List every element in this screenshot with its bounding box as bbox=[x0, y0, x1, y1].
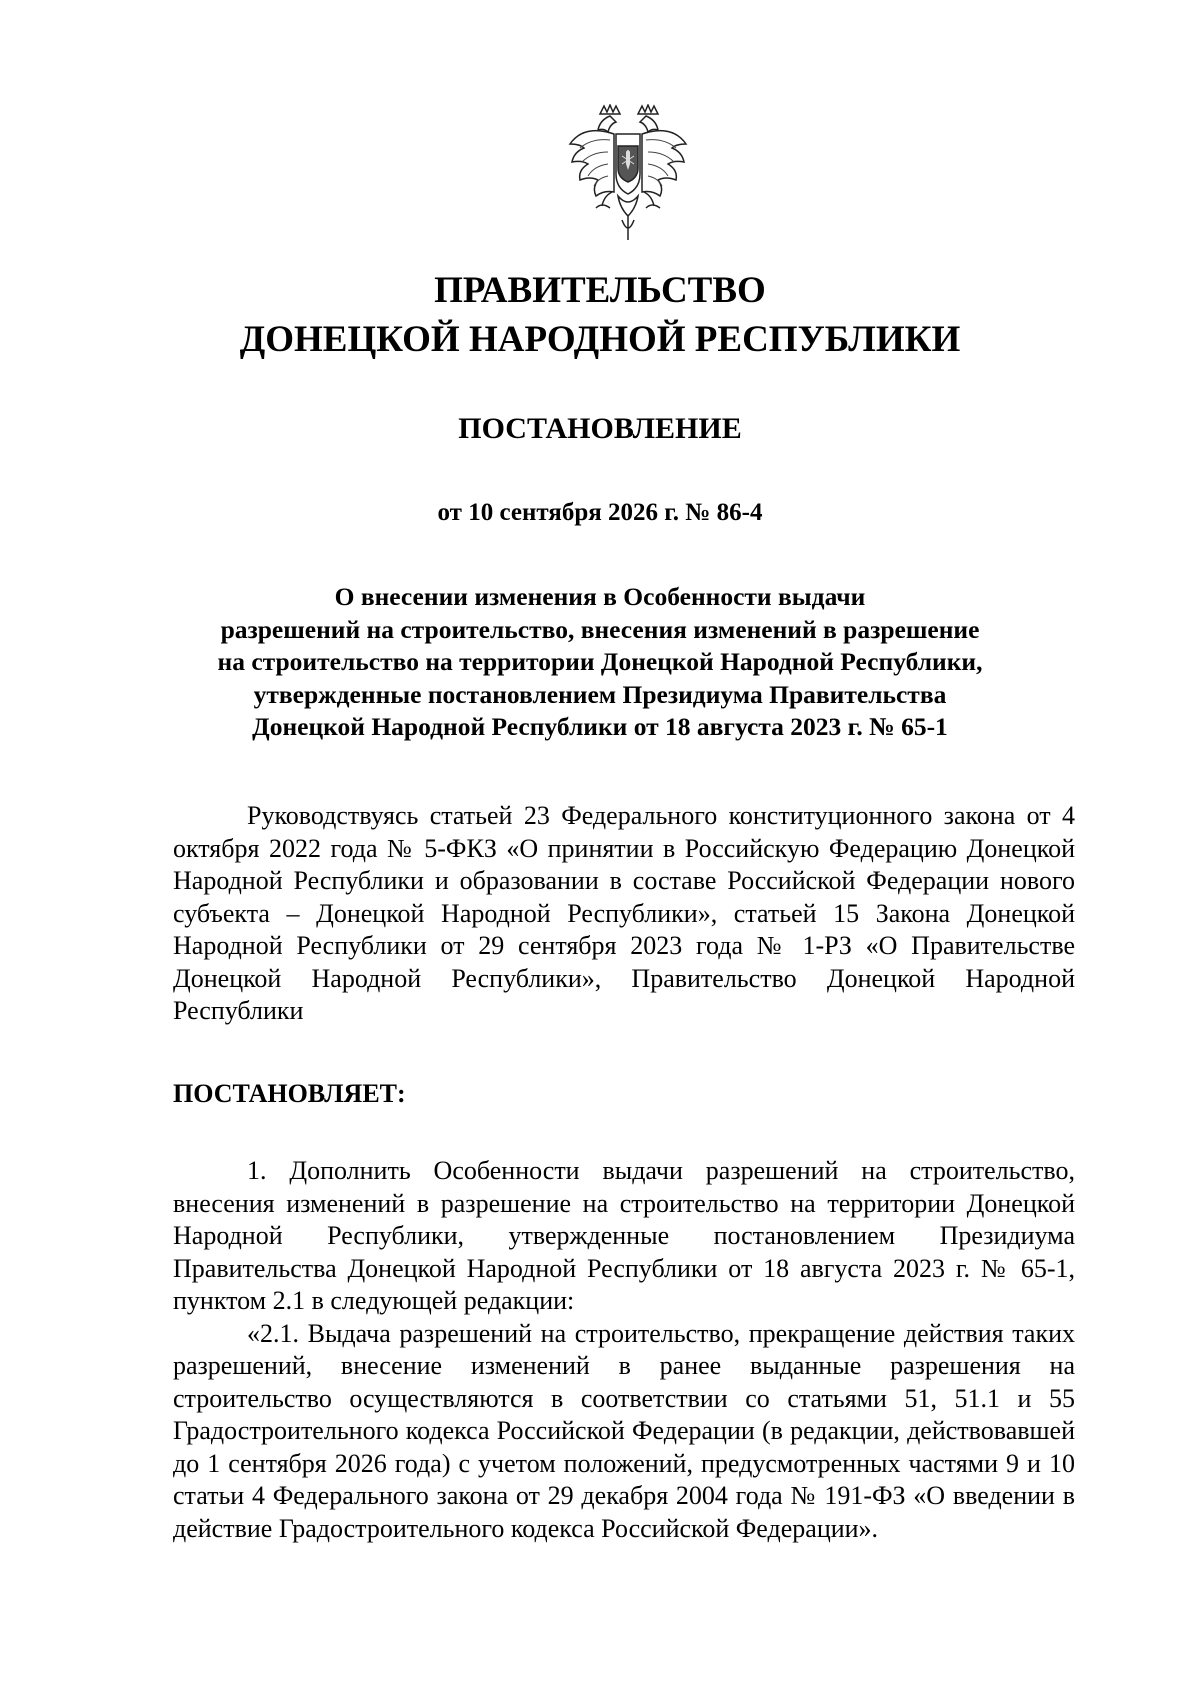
subject-line: на строительство на территории Донецкой Народной Республики, bbox=[217, 647, 983, 676]
coat-of-arms-emblem bbox=[566, 104, 690, 246]
subject-line: утвержденные постановлением Президиума Правительства bbox=[253, 679, 947, 709]
government-title-line1: ПРАВИТЕЛЬСТВО bbox=[434, 270, 766, 311]
decree-items bbox=[173, 1155, 1075, 1545]
decree-item-1: 1. Дополнить Особенности выдачи разрешений на строительство, внесения изменений в разрешение на строительство на территории Донецкой Народной Республики, утвержденные постановлением Президиума Правительства Донецкой Народной Республики от 18 августа 2023 г. № 65-1, пунктом 2.1 в следующей редакции: bbox=[173, 1156, 1075, 1315]
document-subject bbox=[100, 581, 1100, 744]
subject-line: разрешений на строительство, внесения изменений в разрешение bbox=[220, 614, 980, 644]
decree-item-2-1: «2.1. Выдача разрешений на строительство, прекращение действия таких разрешений, внесение изменений в ранее выданные разрешения на строительство осуществляются в соответствии со статьями 51, 51.1 и 55 Градостроительного кодекса Российской Федерации (в редакции, действовавшей до 1 сентября 2026 года) с учетом положений, предусмотренных частями 9 и 10 статьи 4 Федерального закона от 29 декабря 2004 года № 191-ФЗ «О введении в действие Градостроительного кодекса Российской Федерации». bbox=[173, 1318, 1075, 1543]
decree-heading: ПОСТАНОВЛЯЕТ: bbox=[173, 1079, 406, 1108]
government-title bbox=[100, 266, 1100, 364]
preamble-section bbox=[173, 800, 1075, 1028]
eagle-coat-of-arms-icon bbox=[566, 104, 690, 246]
preamble-paragraph: Руководствуясь статьей 23 Федерального конституционного закона от 4 октября 2022 года № 5-ФКЗ «О принятии в Российскую Федерацию Донецкой Народной Республики и образовании в составе Российской Федерации нового субъекта – Донецкой Народной Республики», статьей 15 Закона Донецкой Народной Республики от 29 сентября 2023 года № 1-РЗ «О Правительстве Донецкой Народной Республики», Правительство Донецкой Народной Республики bbox=[173, 801, 1075, 1025]
government-title-line2: ДОНЕЦКОЙ НАРОДНОЙ РЕСПУБЛИКИ bbox=[239, 319, 961, 360]
document-date-number: от 10 сентября 2026 г. № 86-4 bbox=[437, 499, 763, 526]
subject-line: О внесении изменения в Особенности выдачи bbox=[334, 582, 866, 611]
document-type: ПОСТАНОВЛЕНИЕ bbox=[458, 412, 742, 445]
subject-line: Донецкой Народной Республики от 18 августа 2023 г. № 65-1 bbox=[252, 712, 948, 741]
